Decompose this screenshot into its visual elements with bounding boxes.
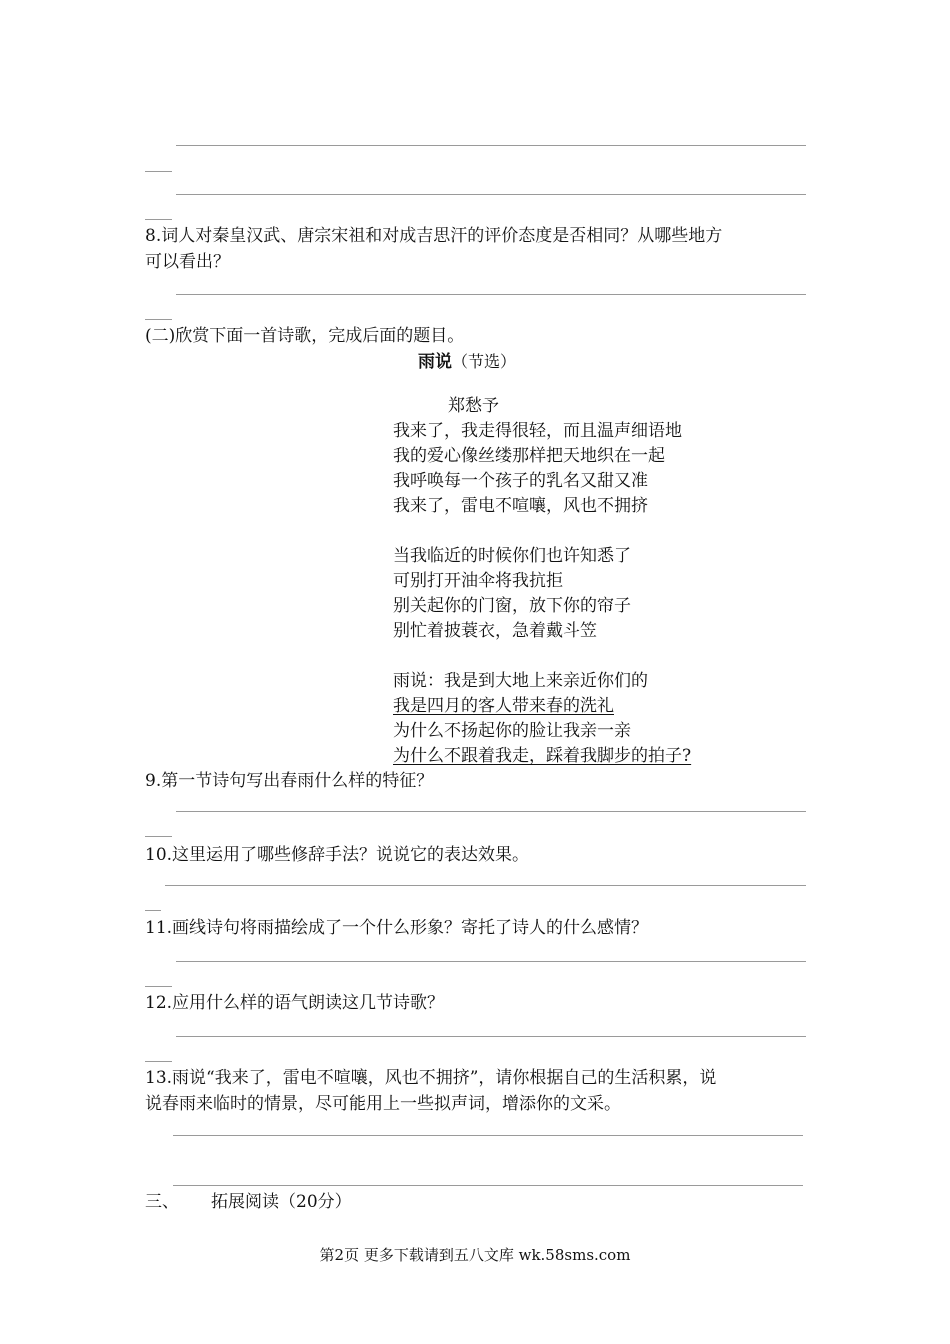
answer-line-end xyxy=(145,910,161,911)
answer-line-end xyxy=(145,219,172,220)
question-8-line-1: 8.词人对秦皇汉武、唐宗宋祖和对成吉思汗的评价态度是否相同？从哪些地方 xyxy=(145,226,723,246)
poem-line: 别忙着披蓑衣，急着戴斗笠 xyxy=(393,621,597,641)
poem-line-underlined: 我是四月的客人带来春的洗礼 xyxy=(393,696,614,716)
section-3-title: 拓展阅读（20分） xyxy=(211,1192,352,1212)
question-8-line-2: 可以看出？ xyxy=(145,252,230,272)
page-footer: 第2页 更多下载请到五八文库 wk.58sms.com xyxy=(319,1246,631,1264)
question-13-line-2: 说春雨来临时的情景，尽可能用上一些拟声词，增添你的文采。 xyxy=(145,1094,621,1114)
answer-line-end xyxy=(145,319,172,320)
question-11: 11.画线诗句将雨描绘成了一个什么形象？寄托了诗人的什么感情？ xyxy=(145,918,649,938)
poem-line: 雨说：我是到大地上来亲近你们的 xyxy=(393,671,648,691)
poem-line: 我的爱心像丝缕那样把天地织在一起 xyxy=(393,446,665,466)
poem-line: 我来了，我走得很轻，而且温声细语地 xyxy=(393,421,682,441)
poem-line-underlined: 为什么不跟着我走，踩着我脚步的拍子? xyxy=(393,746,692,766)
question-13-line-1: 13.雨说“我来了，雷电不喧嚷，风也不拥挤”，请你根据自己的生活积累，说 xyxy=(145,1068,717,1088)
poem-line: 为什么不扬起你的脸让我亲一亲 xyxy=(393,721,631,741)
answer-line-end xyxy=(145,986,172,987)
section-2-heading: (二)欣赏下面一首诗歌，完成后面的题目。 xyxy=(145,326,465,346)
answer-line xyxy=(176,1036,806,1037)
poem-line: 我呼唤每一个孩子的乳名又甜又准 xyxy=(393,471,648,491)
poem-title-block xyxy=(418,349,516,375)
section-3-number: 三、 xyxy=(145,1192,179,1212)
poem-line: 别关起你的门窗，放下你的帘子 xyxy=(393,596,631,616)
poem-subtitle: （节选） xyxy=(452,352,517,371)
answer-line xyxy=(176,145,806,146)
answer-line xyxy=(173,1185,803,1186)
poem-line: 我来了，雷电不喧嚷，风也不拥挤 xyxy=(393,496,648,516)
poem-line: 可别打开油伞将我抗拒 xyxy=(393,571,563,591)
answer-line xyxy=(173,1135,803,1136)
answer-line-end xyxy=(145,1061,172,1062)
question-10: 10.这里运用了哪些修辞手法？说说它的表达效果。 xyxy=(145,845,530,865)
answer-line xyxy=(165,885,806,886)
answer-line xyxy=(176,811,806,812)
question-12: 12.应用什么样的语气朗读这几节诗歌？ xyxy=(145,993,445,1013)
question-9: 9.第一节诗句写出春雨什么样的特征？ xyxy=(145,771,434,791)
answer-line xyxy=(176,294,806,295)
answer-line-end xyxy=(145,171,172,172)
answer-line-end xyxy=(145,836,172,837)
poem-author: 郑愁予 xyxy=(448,396,499,416)
poem-line: 当我临近的时候你们也许知悉了 xyxy=(393,546,631,566)
answer-line xyxy=(176,194,806,195)
answer-line xyxy=(176,961,806,962)
poem-title: 雨说 xyxy=(418,352,452,372)
